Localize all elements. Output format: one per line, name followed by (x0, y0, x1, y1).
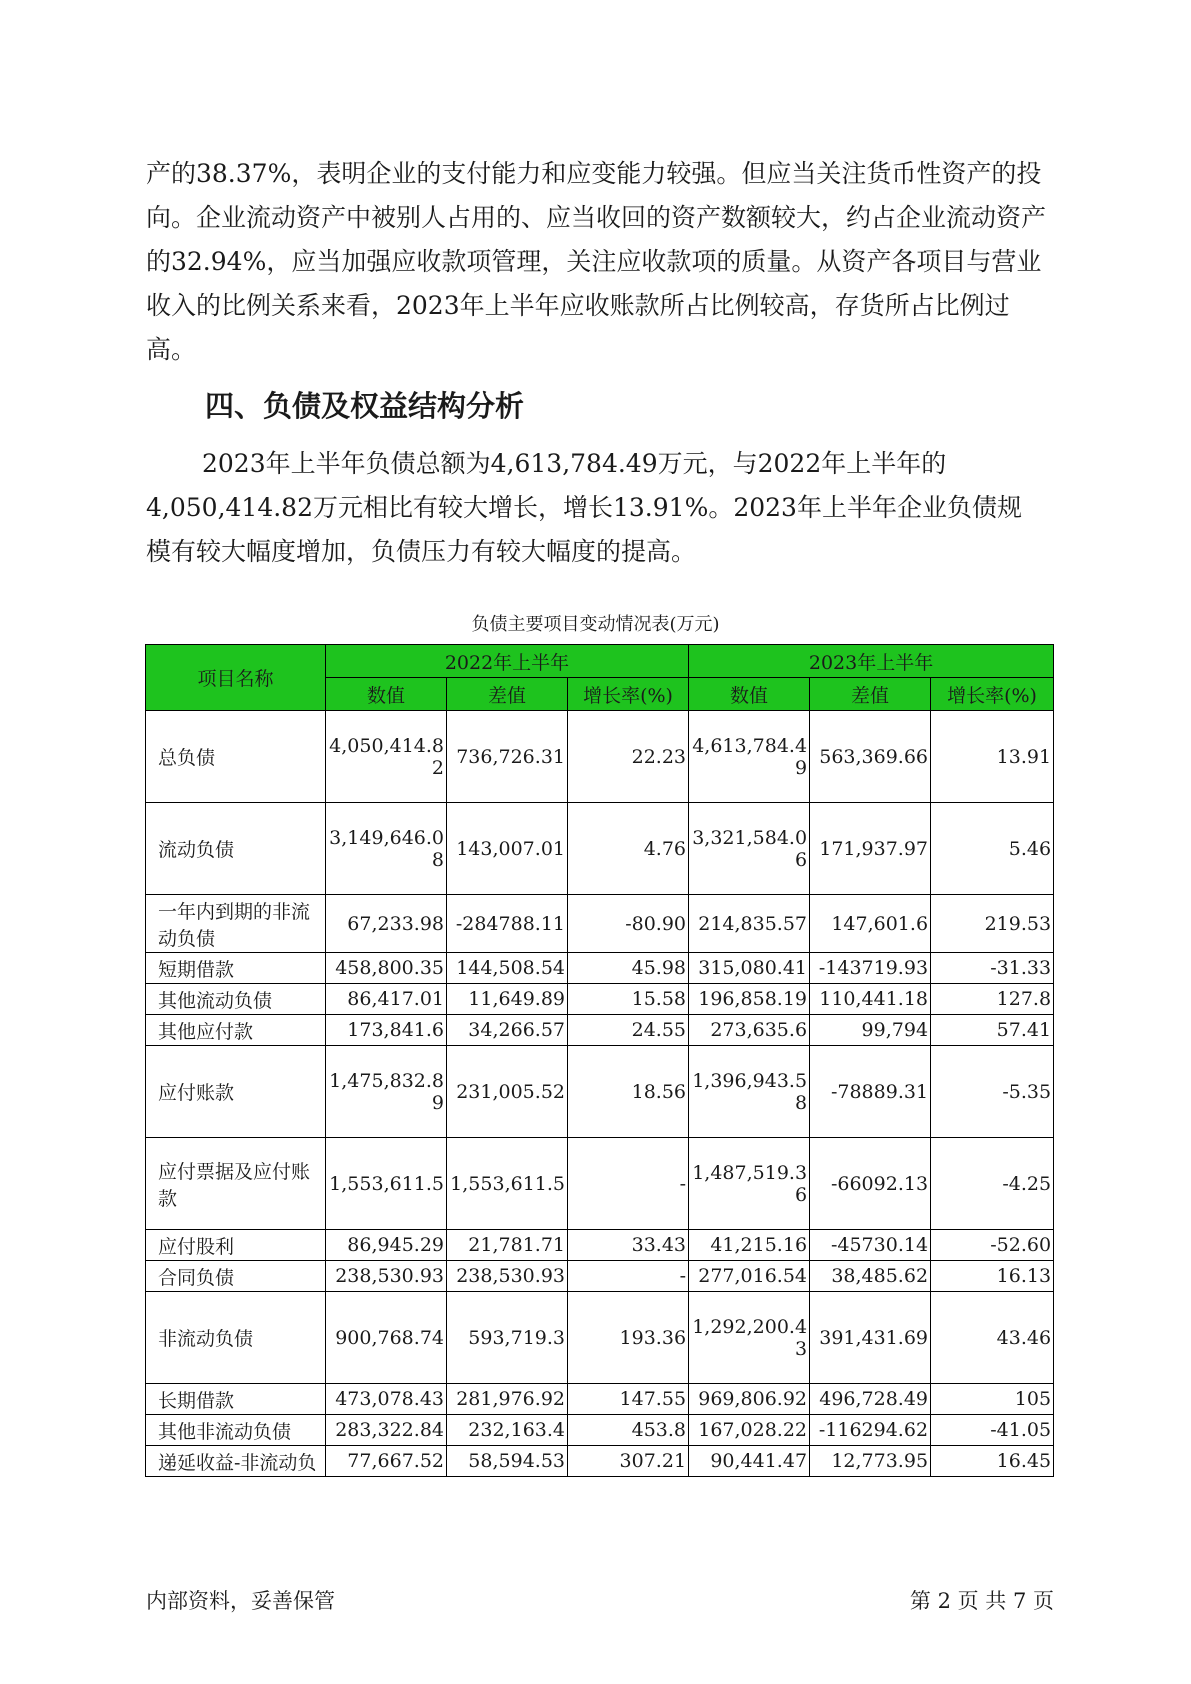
liabilities-table (145, 644, 1054, 1477)
diff-2023-cell: 147,601.6 (810, 895, 931, 953)
value-2022-cell: 86,417.01 (326, 984, 447, 1015)
value-2023-cell: 1,292,200.43 (689, 1292, 810, 1384)
value-2023-cell: 90,441.47 (689, 1446, 810, 1477)
value-2023-cell: 196,858.19 (689, 984, 810, 1015)
diff-2022-cell: 58,594.53 (447, 1446, 568, 1477)
rate-2022-cell: 15.58 (568, 984, 689, 1015)
value-2022-cell: 900,768.74 (326, 1292, 447, 1384)
rate-2022-cell: 22.23 (568, 711, 689, 803)
value-2022-cell: 67,233.98 (326, 895, 447, 953)
footer-confidential-note: 内部资料，妥善保管 (146, 1589, 335, 1613)
item-name-cell: 其他流动负债 (146, 984, 326, 1015)
header-group-2023: 2023年上半年 (689, 645, 1054, 678)
diff-2022-cell: 736,726.31 (447, 711, 568, 803)
table-row (146, 1446, 1054, 1477)
diff-2022-cell: 21,781.71 (447, 1230, 568, 1261)
diff-2022-cell: 231,005.52 (447, 1046, 568, 1138)
item-name-cell: 短期借款 (146, 953, 326, 984)
table-row (146, 1230, 1054, 1261)
rate-2022-cell: 147.55 (568, 1384, 689, 1415)
diff-2023-cell: -66092.13 (810, 1138, 931, 1230)
item-name-cell: 应付票据及应付账款 (146, 1138, 326, 1230)
rate-2023-cell: 16.13 (931, 1261, 1054, 1292)
diff-2023-cell: 563,369.66 (810, 711, 931, 803)
diff-2023-cell: -116294.62 (810, 1415, 931, 1446)
body-paragraph-assets: 产的38.37%，表明企业的支付能力和应变能力较强。但应当关注货币性资产的投向。企业流动资产中被别人占用的、应当收回的资产数额较大，约占企业流动资产的32.94%，应当加强应收款项管理，关注应收款项的质量。从资产各项目与营业收入的比例关系来看，2023年上半年应收账款所占比例较高，存货所占比例过高。 (146, 159, 1047, 364)
rate-2022-cell: 307.21 (568, 1446, 689, 1477)
rate-2022-cell: 4.76 (568, 803, 689, 895)
rate-2023-cell: 105 (931, 1384, 1054, 1415)
table-row (146, 1046, 1054, 1138)
value-2023-cell: 4,613,784.49 (689, 711, 810, 803)
item-name-cell: 递延收益-非流动负 (146, 1446, 326, 1477)
diff-2022-cell: 34,266.57 (447, 1015, 568, 1046)
diff-2023-cell: 38,485.62 (810, 1261, 931, 1292)
value-2022-cell: 77,667.52 (326, 1446, 447, 1477)
rate-2023-cell: 13.91 (931, 711, 1054, 803)
header-value-2023: 数值 (689, 678, 810, 711)
diff-2022-cell: 143,007.01 (447, 803, 568, 895)
value-2023-cell: 167,028.22 (689, 1415, 810, 1446)
value-2023-cell: 273,635.6 (689, 1015, 810, 1046)
value-2022-cell: 473,078.43 (326, 1384, 447, 1415)
table-row (146, 1415, 1054, 1446)
item-name-cell: 总负债 (146, 711, 326, 803)
rate-2022-cell: -80.90 (568, 895, 689, 953)
value-2023-cell: 1,487,519.36 (689, 1138, 810, 1230)
item-name-cell: 合同负债 (146, 1261, 326, 1292)
diff-2023-cell: -143719.93 (810, 953, 931, 984)
body-paragraph-liabilities: 2023年上半年负债总额为4,613,784.49万元，与2022年上半年的4,050,414.82万元相比有较大增长，增长13.91%。2023年上半年企业负债规模有较大幅度增加，负债压力有较大幅度的提高。 (146, 449, 1022, 566)
table-row (146, 953, 1054, 984)
item-name-cell: 应付账款 (146, 1046, 326, 1138)
rate-2022-cell: - (568, 1261, 689, 1292)
rate-2022-cell: 18.56 (568, 1046, 689, 1138)
diff-2022-cell: -284788.11 (447, 895, 568, 953)
rate-2022-cell: 45.98 (568, 953, 689, 984)
rate-2022-cell: 453.8 (568, 1415, 689, 1446)
diff-2022-cell: 11,649.89 (447, 984, 568, 1015)
rate-2023-cell: 57.41 (931, 1015, 1054, 1046)
header-rate-2023: 增长率(%) (931, 678, 1054, 711)
item-name-cell: 其他应付款 (146, 1015, 326, 1046)
rate-2022-cell: - (568, 1138, 689, 1230)
diff-2023-cell: 391,431.69 (810, 1292, 931, 1384)
rate-2022-cell: 24.55 (568, 1015, 689, 1046)
diff-2023-cell: 12,773.95 (810, 1446, 931, 1477)
table-row (146, 1138, 1054, 1230)
table-row (146, 895, 1054, 953)
section-heading: 四、负债及权益结构分析 (205, 389, 525, 423)
rate-2023-cell: -41.05 (931, 1415, 1054, 1446)
value-2022-cell: 283,322.84 (326, 1415, 447, 1446)
table-body (146, 711, 1054, 1477)
table-row (146, 1292, 1054, 1384)
value-2023-cell: 277,016.54 (689, 1261, 810, 1292)
value-2022-cell: 1,553,611.5 (326, 1138, 447, 1230)
value-2022-cell: 3,149,646.08 (326, 803, 447, 895)
diff-2022-cell: 238,530.93 (447, 1261, 568, 1292)
diff-2023-cell: 110,441.18 (810, 984, 931, 1015)
diff-2022-cell: 1,553,611.5 (447, 1138, 568, 1230)
table-row (146, 1015, 1054, 1046)
header-diff-2023: 差值 (810, 678, 931, 711)
value-2022-cell: 238,530.93 (326, 1261, 447, 1292)
value-2023-cell: 969,806.92 (689, 1384, 810, 1415)
diff-2023-cell: 496,728.49 (810, 1384, 931, 1415)
value-2022-cell: 4,050,414.82 (326, 711, 447, 803)
header-group-2022: 2022年上半年 (326, 645, 689, 678)
header-item-name: 项目名称 (146, 645, 326, 711)
table-row (146, 984, 1054, 1015)
rate-2023-cell: 16.45 (931, 1446, 1054, 1477)
value-2023-cell: 41,215.16 (689, 1230, 810, 1261)
table-row (146, 1384, 1054, 1415)
rate-2023-cell: 43.46 (931, 1292, 1054, 1384)
header-value-2022: 数值 (326, 678, 447, 711)
rate-2023-cell: -5.35 (931, 1046, 1054, 1138)
value-2022-cell: 86,945.29 (326, 1230, 447, 1261)
rate-2022-cell: 33.43 (568, 1230, 689, 1261)
rate-2023-cell: -4.25 (931, 1138, 1054, 1230)
value-2022-cell: 458,800.35 (326, 953, 447, 984)
value-2022-cell: 173,841.6 (326, 1015, 447, 1046)
diff-2023-cell: 99,794 (810, 1015, 931, 1046)
value-2023-cell: 3,321,584.06 (689, 803, 810, 895)
diff-2022-cell: 232,163.4 (447, 1415, 568, 1446)
diff-2022-cell: 593,719.3 (447, 1292, 568, 1384)
item-name-cell: 其他非流动负债 (146, 1415, 326, 1446)
item-name-cell: 流动负债 (146, 803, 326, 895)
rate-2022-cell: 193.36 (568, 1292, 689, 1384)
diff-2023-cell: 171,937.97 (810, 803, 931, 895)
header-diff-2022: 差值 (447, 678, 568, 711)
header-rate-2022: 增长率(%) (568, 678, 689, 711)
footer-page-number: 第 2 页 共 7 页 (909, 1589, 1054, 1613)
rate-2023-cell: -52.60 (931, 1230, 1054, 1261)
diff-2022-cell: 281,976.92 (447, 1384, 568, 1415)
rate-2023-cell: 5.46 (931, 803, 1054, 895)
item-name-cell: 应付股利 (146, 1230, 326, 1261)
rate-2023-cell: 219.53 (931, 895, 1054, 953)
rate-2023-cell: 127.8 (931, 984, 1054, 1015)
table-row (146, 803, 1054, 895)
diff-2023-cell: -45730.14 (810, 1230, 931, 1261)
value-2023-cell: 214,835.57 (689, 895, 810, 953)
diff-2023-cell: -78889.31 (810, 1046, 931, 1138)
item-name-cell: 非流动负债 (146, 1292, 326, 1384)
value-2022-cell: 1,475,832.89 (326, 1046, 447, 1138)
table-row (146, 711, 1054, 803)
item-name-cell: 一年内到期的非流动负债 (146, 895, 326, 953)
table-row (146, 1261, 1054, 1292)
value-2023-cell: 1,396,943.58 (689, 1046, 810, 1138)
table-caption: 负债主要项目变动情况表(万元) (471, 614, 720, 635)
rate-2023-cell: -31.33 (931, 953, 1054, 984)
item-name-cell: 长期借款 (146, 1384, 326, 1415)
diff-2022-cell: 144,508.54 (447, 953, 568, 984)
value-2023-cell: 315,080.41 (689, 953, 810, 984)
